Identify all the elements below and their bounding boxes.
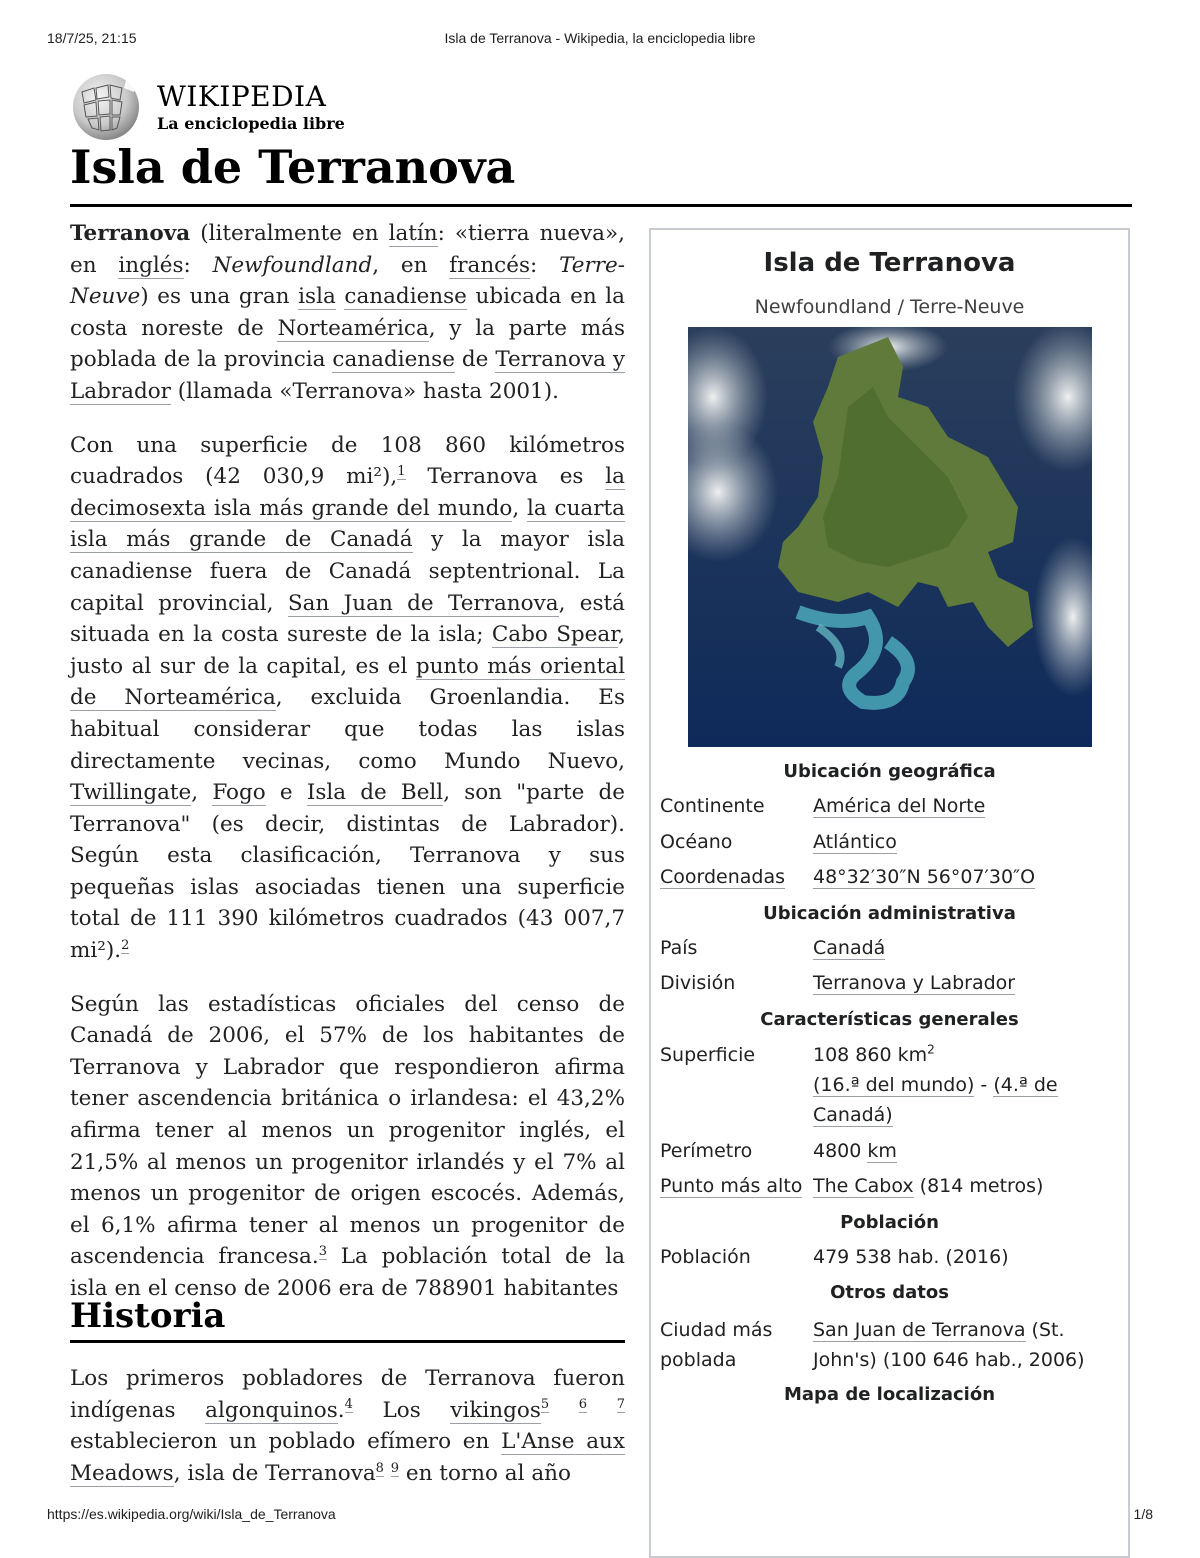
- section-ubicacion-geografica: Ubicación geográfica: [783, 761, 996, 782]
- value-punto-mas-alto: [813, 1171, 1043, 1201]
- text: ) es una gran: [140, 284, 299, 310]
- page-title: Isla de Terranova: [70, 140, 516, 194]
- text: , está situada en la costa sureste de la isla;: [70, 590, 625, 648]
- link-punto-oriental[interactable]: punto más oriental de Norteamérica: [70, 653, 625, 711]
- value-poblacion: 479 538 hab. (2016): [813, 1246, 1009, 1268]
- label-perimetro: Perímetro: [660, 1140, 753, 1162]
- print-header: [47, 30, 1153, 52]
- text: -: [974, 1074, 994, 1096]
- text: Con una superficie de 108 860 kilómetros cuadrados (42 030,9 mi²),: [70, 432, 625, 490]
- label-superficie: Superficie: [660, 1044, 756, 1066]
- link-frances[interactable]: francés: [449, 252, 530, 278]
- text: :: [183, 252, 213, 278]
- article-body: [70, 218, 625, 1327]
- historia-body: [70, 1363, 625, 1511]
- link-terranova-y-labrador[interactable]: Terranova y Labrador: [70, 347, 626, 404]
- label-continente: Continente: [660, 795, 765, 817]
- section-mapa-localizacion: Mapa de localización: [783, 1384, 996, 1405]
- value-perimetro: [813, 1136, 897, 1166]
- link-the-cabox[interactable]: The Cabox: [813, 1175, 914, 1197]
- superscript: 2: [927, 1042, 935, 1057]
- label-division: División: [660, 972, 736, 994]
- link-twillingate[interactable]: Twillingate: [70, 780, 192, 806]
- text: La población total de la isla en el censo de 2006 era de 788901 habitantes: [70, 1244, 625, 1301]
- value-ciudad-mas-poblada: [813, 1315, 1085, 1375]
- text: (St.: [1025, 1319, 1065, 1341]
- text: establecieron un poblado efímero en: [70, 1429, 502, 1455]
- section-heading-historia: Historia: [70, 1296, 226, 1336]
- text: 4800: [813, 1140, 868, 1162]
- print-page-number: 1/8: [1133, 1506, 1153, 1522]
- text: (llamada «Terranova» hasta 2001).: [170, 378, 559, 404]
- ref-4[interactable]: 4: [344, 1397, 353, 1413]
- section-caracteristicas: Características generales: [760, 1009, 1019, 1030]
- title-divider: [70, 204, 1132, 207]
- ref-1[interactable]: 1: [397, 464, 406, 479]
- link-cabo-spear[interactable]: Cabo Spear: [491, 622, 619, 648]
- text: Los primeros pobladores de Terranova fueron indígenas: [70, 1366, 625, 1423]
- paragraph-superficie: [70, 430, 625, 967]
- infobox: [649, 228, 1130, 1558]
- link-rank-world[interactable]: (16.ª del mundo): [813, 1074, 975, 1096]
- link-isla-de-bell[interactable]: Isla de Bell: [306, 780, 444, 806]
- link-latin[interactable]: latín: [388, 221, 438, 246]
- text: poblada: [660, 1349, 737, 1371]
- text: John's) (100 646 hab., 2006): [813, 1349, 1085, 1371]
- label-ciudad-mas-poblada: [660, 1315, 772, 1375]
- wikipedia-wordmark: WIKIPEDIA: [157, 80, 327, 113]
- link-rank-canada-2[interactable]: Canadá): [813, 1104, 893, 1126]
- text: ,: [512, 495, 528, 521]
- label-punto-mas-alto: [660, 1171, 802, 1201]
- text: de: [454, 347, 496, 373]
- value-continente: [813, 791, 985, 821]
- link-san-juan-box[interactable]: San Juan de Terranova: [813, 1319, 1026, 1341]
- bold-term: Terranova: [70, 221, 191, 246]
- link-vikingos[interactable]: vikingos: [450, 1397, 541, 1423]
- value-oceano: [813, 827, 897, 857]
- ref-7[interactable]: 7: [616, 1397, 625, 1413]
- link-cuarta[interactable]: la cuarta isla más grande de Canadá: [70, 495, 625, 553]
- ref-6[interactable]: 6: [578, 1397, 588, 1413]
- section-poblacion: Población: [840, 1212, 939, 1233]
- text: Terranova es: [405, 464, 606, 490]
- text: : «tierra nueva», en: [70, 221, 625, 278]
- wikipedia-tagline: La enciclopedia libre: [157, 114, 345, 133]
- ref-9[interactable]: 9: [390, 1460, 400, 1476]
- text: ,: [191, 780, 213, 806]
- link-terranova-y-labrador-box[interactable]: Terranova y Labrador: [813, 972, 1016, 994]
- value-division: [813, 968, 1015, 998]
- text: ubicada en la costa noreste de: [70, 284, 625, 341]
- link-america-del-norte[interactable]: América del Norte: [813, 795, 986, 817]
- text: Ciudad más: [660, 1319, 773, 1341]
- link-isla[interactable]: isla: [298, 284, 336, 310]
- section-ubicacion-administrativa: Ubicación administrativa: [763, 903, 1016, 924]
- value-coordenadas: [813, 862, 1035, 892]
- text: , son "parte de Terranova" (es decir, distintas de Labrador). Según esta clasificación, Terranova y sus pequeñas islas asociadas tienen una superficie total de 111 390 kilómetros cuadrados (43 007,7 mi²).: [70, 780, 626, 964]
- text: , justo al sur de la capital, es el: [70, 622, 625, 679]
- paragraph-censo: [70, 989, 625, 1305]
- ref-2[interactable]: 2: [121, 937, 130, 953]
- link-punto-mas-alto[interactable]: Punto más alto: [660, 1175, 803, 1197]
- link-decimosexta[interactable]: la decimosexta isla más grande del mundo: [70, 464, 625, 521]
- text: y la mayor isla canadiense fuera de Canadá septentrional. La capital provincial,: [70, 527, 626, 616]
- print-title: Isla de Terranova - Wikipedia, la enciclopedia libre: [444, 30, 756, 46]
- satellite-image[interactable]: [688, 327, 1092, 747]
- text: .: [337, 1397, 345, 1423]
- label-poblacion: Población: [660, 1246, 751, 1268]
- wikipedia-globe-logo[interactable]: [68, 70, 148, 142]
- link-lanse-aux-meadows[interactable]: L'Anse aux Meadows: [70, 1429, 625, 1486]
- link-canadiense-2[interactable]: canadiense: [332, 347, 455, 373]
- infobox-title: Isla de Terranova: [763, 248, 1016, 278]
- italic-terre-neuve: Terre-Neuve: [70, 252, 626, 310]
- text: , isla de Terranova: [173, 1460, 376, 1486]
- text: , en: [372, 252, 450, 278]
- ref-5[interactable]: 5: [540, 1397, 550, 1413]
- infobox-subtitle: Newfoundland / Terre-Neuve: [754, 296, 1025, 318]
- label-pais: País: [660, 937, 698, 959]
- text: e: [265, 780, 307, 806]
- text: 108 860 km: [813, 1044, 928, 1066]
- print-url: https://es.wikipedia.org/wiki/Isla_de_Terranova: [47, 1506, 336, 1522]
- link-canadiense[interactable]: canadiense: [344, 284, 467, 310]
- text: , y la parte más poblada de la provincia: [70, 315, 625, 373]
- section-divider: [70, 1340, 625, 1343]
- link-fogo[interactable]: Fogo: [212, 780, 266, 806]
- label-coordenadas: [660, 862, 785, 892]
- paragraph-intro: [70, 218, 625, 408]
- italic-newfoundland: Newfoundland: [212, 252, 373, 278]
- ref-3[interactable]: 3: [318, 1244, 327, 1260]
- label-oceano: Océano: [660, 831, 733, 853]
- section-otros-datos: Otros datos: [830, 1282, 949, 1303]
- value-superficie: [813, 1040, 1058, 1130]
- text: :: [529, 252, 560, 278]
- link-ingles[interactable]: inglés: [118, 252, 184, 278]
- link-coordenadas[interactable]: Coordenadas: [660, 866, 786, 888]
- text: en torno al año: [399, 1460, 571, 1486]
- paragraph-historia: [70, 1363, 625, 1489]
- value-pais: [813, 933, 885, 963]
- link-canada[interactable]: Canadá: [813, 937, 886, 959]
- text: (literalmente en: [190, 221, 389, 246]
- text: Los: [352, 1397, 451, 1423]
- link-algonquinos[interactable]: algonquinos: [205, 1397, 338, 1423]
- print-datetime: 18/7/25, 21:15: [47, 30, 137, 46]
- text: Según las estadísticas oficiales del censo de Canadá de 2006, el 57% de los habitantes de Terranova y Labrador que respondieron afirma tener ascendencia británica o irlandesa: el 43,2% afirma tener al menos un progenitor inglés, el 21,5% al menos un progenitor irlandés y el 7% al menos un progenitor de origen escocés. Además, el 6,1% afirma tener al menos un progenitor de ascendencia francesa.: [70, 991, 625, 1270]
- link-atlantico[interactable]: Atlántico: [813, 831, 897, 853]
- link-coordinates-value[interactable]: 48°32′30″N 56°07′30″O: [813, 866, 1036, 888]
- link-rank-canada[interactable]: (4.ª de: [993, 1074, 1058, 1096]
- print-footer: [47, 1506, 1153, 1528]
- link-km[interactable]: km: [867, 1140, 897, 1162]
- link-norteamerica[interactable]: Norteamérica: [277, 315, 429, 341]
- link-san-juan[interactable]: San Juan de Terranova: [287, 590, 559, 616]
- ref-8[interactable]: 8: [375, 1460, 384, 1476]
- text: , excluida Groenlandia. Es habitual considerar que todas las islas directamente vecinas, como Mundo Nuevo,: [70, 685, 625, 774]
- text: (814 metros): [913, 1175, 1044, 1197]
